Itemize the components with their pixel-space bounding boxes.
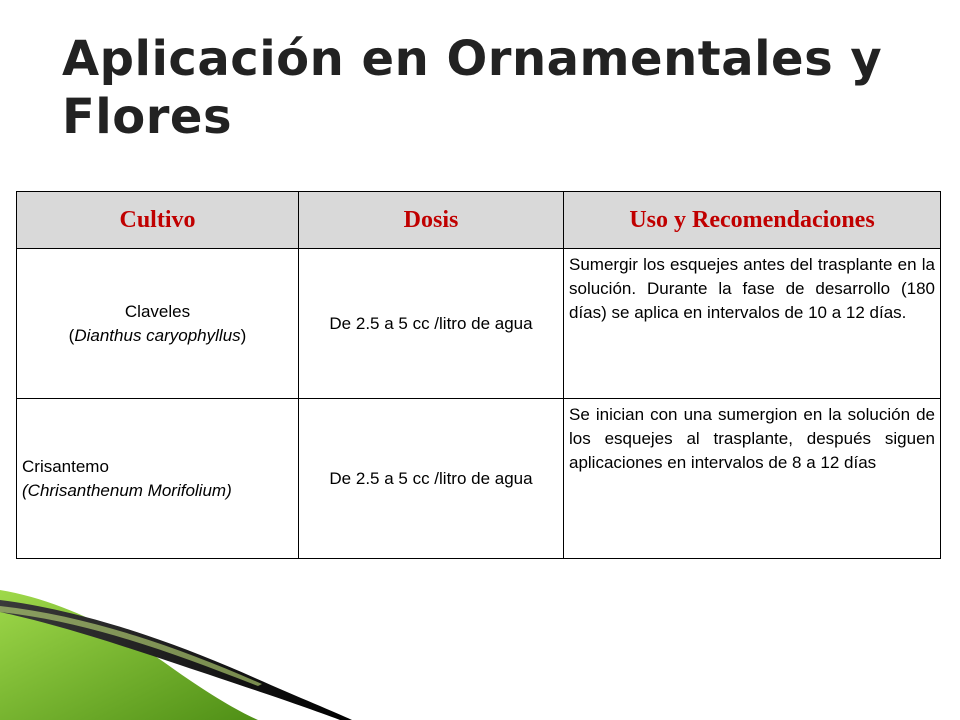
table-header-row <box>17 192 941 249</box>
crop-scientific-name: (Chrisanthenum Morifolium) <box>22 480 232 500</box>
dosage-table <box>16 191 941 559</box>
use-cell: Sumergir los esquejes antes del trasplante en la solución. Durante la fase de desarrollo (180 días) se aplica en intervalos de 10 a 12 días. <box>564 249 941 399</box>
dosage-table-container <box>16 191 940 559</box>
crop-cell <box>17 249 299 399</box>
crop-scientific-close: ) <box>240 325 247 345</box>
crop-name: Crisantemo <box>22 456 109 476</box>
table-row <box>17 249 941 399</box>
table-row <box>17 399 941 559</box>
dose-cell: De 2.5 a 5 cc /litro de agua <box>299 399 564 559</box>
dose-cell: De 2.5 a 5 cc /litro de agua <box>299 249 564 399</box>
crop-cell <box>17 399 299 559</box>
crop-scientific-name: Dianthus caryophyllus <box>74 325 241 345</box>
header-cultivo: Cultivo <box>17 192 299 249</box>
header-dosis: Dosis <box>299 192 564 249</box>
slide-title: Aplicación en Ornamentales y Flores <box>62 31 883 145</box>
crop-scientific-open: ( <box>68 325 75 345</box>
use-cell: Se inician con una sumergion en la solución de los esquejes al trasplante, después siguen aplicaciones en intervalos de 8 a 12 días <box>564 399 941 559</box>
header-uso: Uso y Recomendaciones <box>564 192 941 249</box>
crop-name: Claveles <box>124 301 191 321</box>
